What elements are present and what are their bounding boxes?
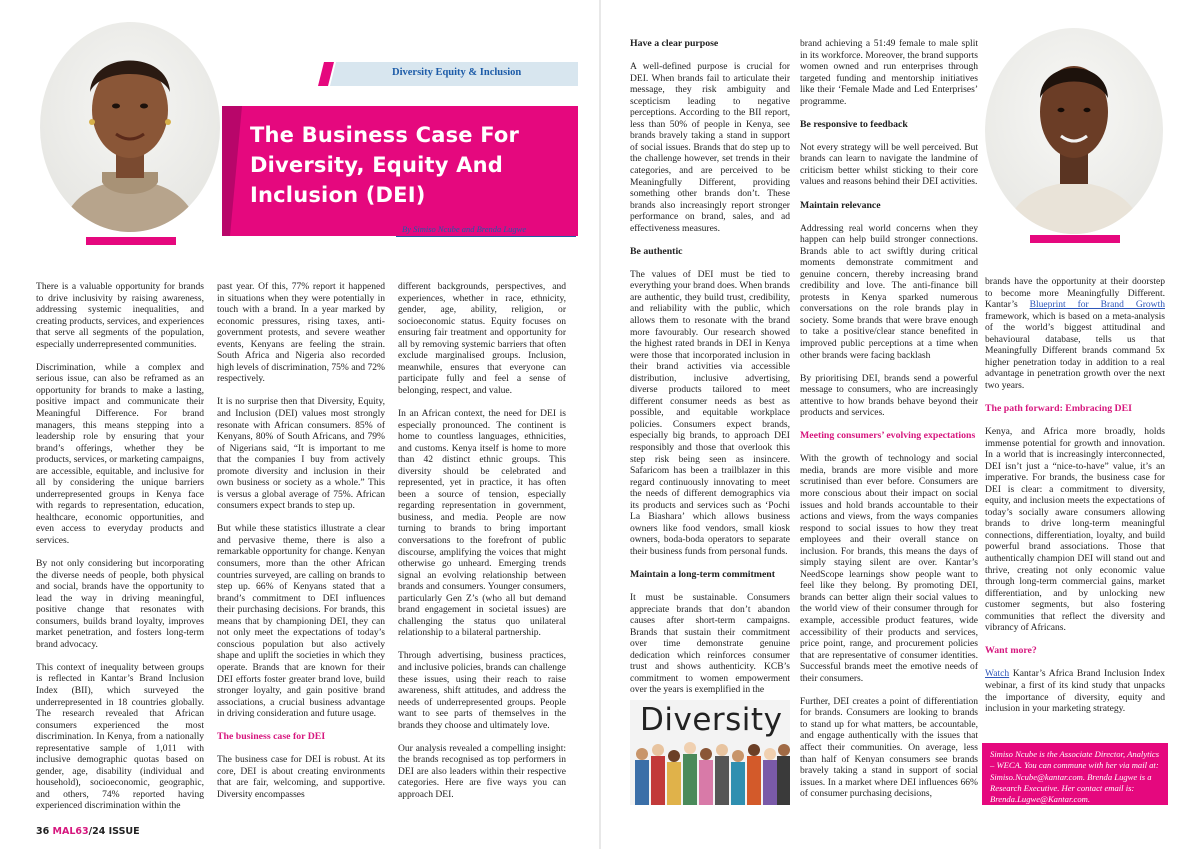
byline-underline <box>396 236 576 237</box>
paragraph: It must be sustainable. Consumers appreciate brands that don’t abandon causes after short-term campaigns. Brands that sustain their commitment over time demonstrate genuine dedication which reinforces consumer trust and shows authenticity. KCB’s commitment to women empowerment over the years is exemplified in the <box>630 592 790 696</box>
section-heading: Meeting consumers’ evolving expectations <box>800 430 976 442</box>
paragraph: Kenya, and Africa more broadly, holds immense potential for growth and innovation. In a world that is increasingly interconnected, DEI isn’t just a “nice-to-have” value, it’s an imperative. For brands, the business case for DEI is clear: a commitment to diversity, equity, and inclusion meets the expectations of today’s socially aware consumers allowing brands to drive long-term meaningful connections, differentiation, loyalty, and build powerful brand associations. Those that authentically champion DEI will stand out and thrive, creating not only economic value through long-term commercial gains, market differentiation, and by unlocking new customer segments, but also fostering communities that reflect the diversity and vibrancy of Africans. <box>985 426 1165 634</box>
page-footer <box>36 826 140 837</box>
paragraph <box>985 668 1165 714</box>
paragraph-text: brands have the opportunity at their doorstep to become more Meaningfully Different. Kantar’s <box>985 276 1165 311</box>
paragraph: past year. Of this, 77% report it happened in situations when they were potentially in touch with a brand. In a year marked by economic pressures, rising taxes, anti-government protests, and severe weather events, Kenyans are feeling the strain. South Africa and Nigeria also recorded high levels of discrimination, 75% and 72% respectively. <box>217 281 385 385</box>
article-title-line-1: The Business Case For <box>250 123 520 147</box>
issue-label: /24 ISSUE <box>88 826 140 837</box>
column-6 <box>985 276 1165 726</box>
page-spine <box>599 0 601 849</box>
paragraph: With the growth of technology and social media, brands are more visible and more scrutinised than ever before. Consumers are more conscious about their impact on social issues and hold brands accountable to their actions and views, from the ways companies respond to social issues to how they treat employees and their overall stance on inclusion. For brands, this means the days of simply staying silent are over. Kantar’s NeedScope learnings show people want to feel like they belong. By promoting DEI, brands can better align their social values to the world view of their consumer through for example, accessible product features, wide accessibility of their products and services, price point, range, and procurement policies that are representative of consumer identities. Successful brands meet the emotive needs of their consumers. <box>800 453 978 684</box>
section-heading: Have a clear purpose <box>630 38 719 49</box>
section-heading: The path forward: Embracing DEI <box>985 402 1132 414</box>
column-1 <box>36 281 204 824</box>
paragraph: Further, DEI creates a point of differentiation for brands. Consumers are looking to brands to stand up for what matters, be accountable, and engage authentically with the issues that affect their communities. On average, less than half of Kenyan consumers see brands bravely taking a stand in support of social issues. In a market where DEI influences 66% of consumer purchasing decisions, <box>800 695 978 800</box>
section-heading: Maintain a long-term commitment <box>630 568 776 580</box>
category-label: Diversity Equity & Inclusion <box>392 67 522 78</box>
paragraph: Addressing real world concerns when they happen can help build stronger connections. Brands able to act swiftly during critical moments demonstrate commitment and genuine concern, thereby increasing brand credibility and love. The anti-finance bill protests in Kenya sparked numerous conversations on the role brands play in society. Some brands that were brave enough to take a positive/clear stance benefited in improved public perceptions at a time when other brands were facing backlash <box>800 222 978 361</box>
paragraph: By not only considering but incorporating the diverse needs of people, both physical and social, brands have the opportunity to lead the way in driving meaningful, positive change that resonates with consumers, builds brand loyalty, improves market penetration, and fosters long-term brand advocacy. <box>36 558 204 650</box>
paragraph: Discrimination, while a complex and serious issue, can also be reframed as an opportunity for brands to make a lasting, positive impact and communicate their Meaningful Difference. For brand managers, this means stepping into a leadership role by ensuring that your brand’s offerings, whether they be products, services, or marketing campaigns, are accessible, equitable, and inclusive for all by considering the unique barriers underrepresented groups in Kenya face with regards to representation, education, healthcare, economic opportunities, and even access to everyday products and services. <box>36 361 204 546</box>
column-5 <box>800 38 978 811</box>
blueprint-link[interactable]: Blueprint for Brand Growth <box>1029 299 1165 311</box>
paragraph-text: framework, which is based on a meta-analysis of the world’s biggest attitudinal and behavioural database, tells us that Meaningfully Different brands command 5x higher penetration today in addition to a real advantage in penetration growth over the next two years. <box>985 310 1165 391</box>
article-title-line-2: Diversity, Equity And <box>250 153 504 177</box>
paragraph: Through advertising, business practices, and inclusive policies, brands can challenge these issues, using their reach to raise awareness, shift attitudes, and address the needs of underrepresented groups. People want to see parts of themselves in the brands they choose and ultimately love. <box>398 650 566 731</box>
paragraph: The business case for DEI is robust. At its core, DEI is about creating environments that are fair, welcoming, and supportive. Diversity encompasses <box>217 754 385 800</box>
article-title-line-3: Inclusion (DEI) <box>250 183 426 207</box>
section-heading: Be responsive to feedback <box>800 118 908 130</box>
paragraph: But while these statistics illustrate a clear and pervasive theme, there is also a remarkable opportunity for change. Kenyan consumers, more than the other African countries surveyed, are calling on brands to step up. 66% of Kenyans stated that a brand’s commitment to DEI influences their purchasing decisions. For brands, this means that by championing DEI, they can not only meet the expectations of today’s conscious population but also actively shape and uplift the societies in which they operate. Brands that are known for their DEI efforts foster greater brand love, build stronger loyalty, and gain positive brand associations, a crucial business advantage in driving consideration and future usage. <box>217 523 385 720</box>
column-3 <box>398 281 566 812</box>
paragraph: It is no surprise then that Diversity, Equity, and Inclusion (DEI) values most strongly resonate with African consumers. 85% of Kenyans, 80% of South Africans, and 79% of Nigerians said, “It is important to me that the companies I buy from actively promote diversity and inclusion in their own business or society as a whole.” This is versus a global average of 75%. African consumers expect brands to step up. <box>217 396 385 512</box>
paragraph-text: Kantar’s Africa Brand Inclusion Index webinar, a first of its kind study that unpacks the importance of diversity, equity and inclusion in your marketing strategy. <box>985 668 1165 715</box>
diversity-image <box>630 700 790 805</box>
magazine-code: MAL63 <box>52 826 89 837</box>
author-bio-box: Simiso Ncube is the Associate Director, Analytics – WECA. You can commune with her via mail at: Simiso.Ncube@kantar.com. Brenda Lugwe is a Research Executive. Her contact email is: Brenda.Lugwe@Kantar.com. <box>982 743 1168 805</box>
page-number: 36 <box>36 826 50 837</box>
category-bar <box>318 60 578 88</box>
paragraph: In an African context, the need for DEI is especially pronounced. The continent is home to countless languages, ethnicities, and customs. Kenya itself is home to more than 42 distinct ethnic groups. This diversity should be celebrated and represented, yet in practice, it has often been a source of tension, especially regarding representation in government, business, and media. People are now turning to brands to bring important conversations to the forefront of public discourse, amplifying the voices that might otherwise go unheard. Emerging trends signal an evolving relationship between brands and consumers. Younger consumers, particularly Gen Z’s (who all but demand brand engagement in societal issues) are challenging the status quo unilateral relationship to a bilateral partnership. <box>398 407 566 639</box>
title-block <box>222 106 578 236</box>
section-heading: The business case for DEI <box>217 731 326 743</box>
paragraph: Our analysis revealed a compelling insight: the brands recognised as top performers in DEI are also leaders within their respective categories. Here are five ways you can approach DEI. <box>398 742 566 800</box>
section-heading: Want more? <box>985 645 1037 657</box>
paragraph: The values of DEI must be tied to everything your brand does. When brands are authentic, they build trust, credibility, and reliability with the public, which allows them to resonate with the brand more favourably. Our research showed the highest rated brands in DEI in Kenya were those that incorporated inclusion in their brand activities via accessible distribution, inclusive advertising, diverse products tailored to meet different consumer needs as best as possible, and equitable workplace policies. Consumers expect brands, especially big brands, to approach DEI responsibly and those that overlook this step risk being seen as insincere. Safaricom has been a trailblazer in this regard continuously innovating to meet the needs of different demographics via its products and services such as ‘Pochi La Biashara’ which allows business owners like food vendors, small kiosk owners, boda-boda operators to separate their business funds from personal funds. <box>630 268 790 557</box>
paragraph: This context of inequality between groups is reflected in Kantar’s Brand Inclusion Index (BII), which surveyed the underrepresented in 18 countries globally. The research revealed that African consumers experienced the most discrimination. In Kenya, from a nationally representative sample of 1,011 with inclusive demographic quotas based on gender, age, disability (individual and household), socioeconomic, geographic, and others, 74% reported having experienced discrimination within the <box>36 661 204 812</box>
author-photo-simiso <box>40 22 220 232</box>
paragraph: There is a valuable opportunity for brands to drive inclusivity by raising awareness, addressing systemic inequalities, and creating products, services, and experiences that serve all segments of the population, especially underrepresented communities. <box>36 281 204 350</box>
section-heading: Be authentic <box>630 245 683 257</box>
section-heading: Maintain relevance <box>800 199 881 211</box>
watch-link[interactable]: Watch <box>985 668 1010 680</box>
diversity-image-text: Diversity <box>640 702 783 738</box>
column-2 <box>217 281 385 812</box>
people-illustration <box>635 742 790 805</box>
author-label-left <box>86 237 176 245</box>
byline: By Simiso Ncube and Brenda Lugwe <box>402 224 527 234</box>
author-photo-brenda <box>985 28 1163 234</box>
paragraph: By prioritising DEI, brands send a powerful message to consumers, who are increasingly attentive to how brands behave beyond their products and services. <box>800 372 978 419</box>
paragraph <box>985 276 1165 391</box>
paragraph: A well-defined purpose is crucial for DEI. When brands fail to articulate their message, they risk ambiguity and scepticism leading to negative perceptions. According to the BII report, less than 50% of people in Kenya, see brands bravely taking a stand in support of social issues. Brands that do step up to the challenge however, set trends in their categories, and are perceived to be Meaningfully Different, providing something other brands don’t. These brands also increasingly report stronger performance on brand, sales, and ad effectiveness measures. <box>630 61 790 234</box>
column-4 <box>630 38 790 707</box>
paragraph: different backgrounds, perspectives, and experiences, whether in race, ethnicity, gender, age, ability, religion, or socioeconomic status. Equity focuses on ensuring fair treatment and opportunity for all by removing systemic barriers that often exclude marginalised groups. Inclusion, meanwhile, ensures that everyone can participate fully and feel a sense of belonging, respect, and value. <box>398 281 566 396</box>
paragraph: brand achieving a 51:49 female to male split in its workforce. Moreover, the brand supports women owned and run enterprises through targeted funding and mentorship initiatives like their ‘Female Made and Led Enterprises’ programme. <box>800 38 978 107</box>
author-label-right <box>1030 235 1120 243</box>
paragraph: Not every strategy will be well perceived. But brands can learn to navigate the landmine of criticism better whilst sticking to their core values and reasons behind their DEI activities. <box>800 141 978 188</box>
